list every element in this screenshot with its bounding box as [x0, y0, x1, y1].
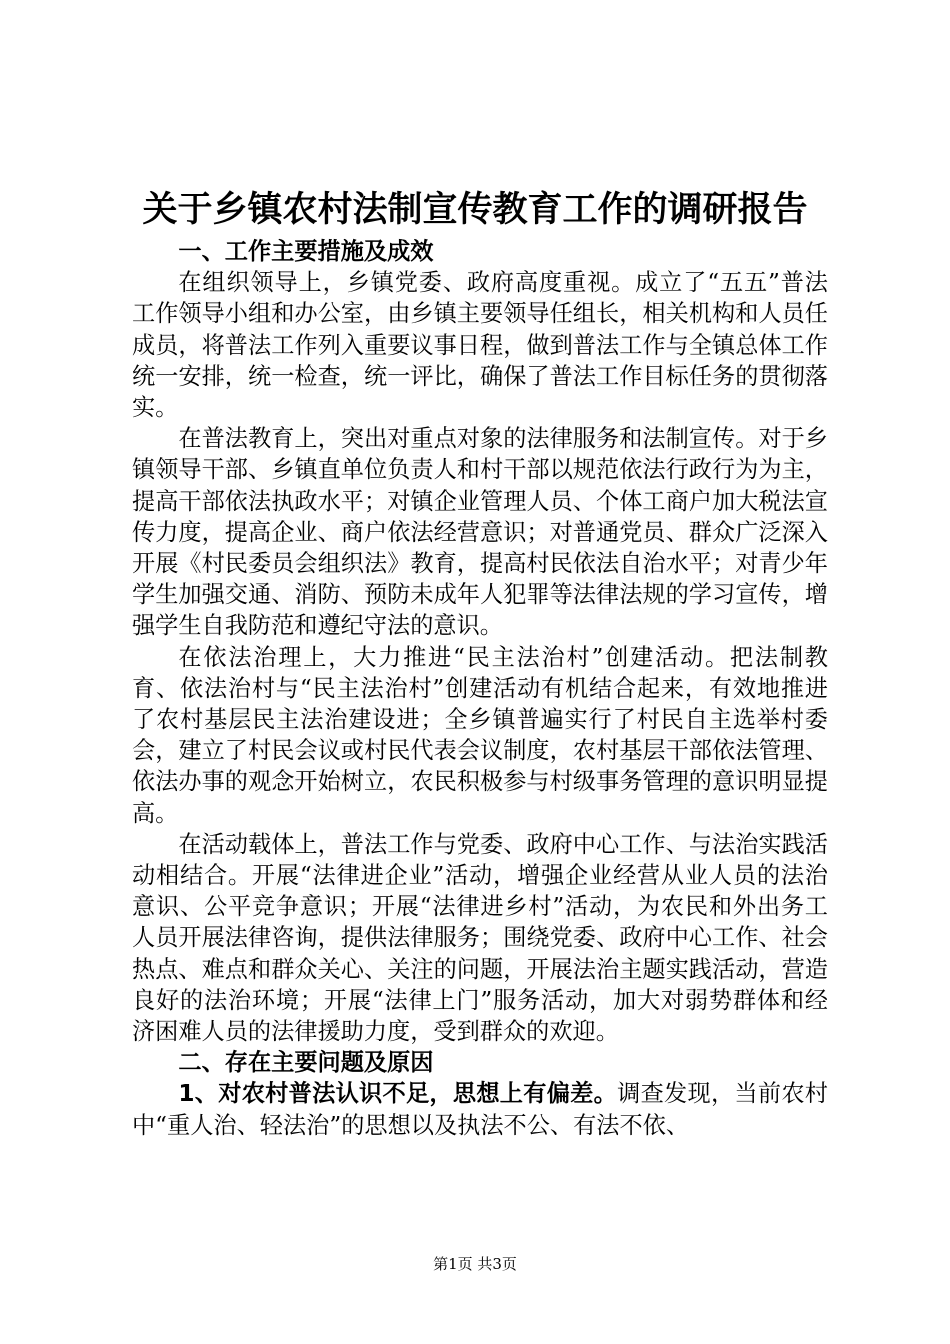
- paragraph-3: 在依法治理上，大力推进“民主法治村”创建活动。把法制教育、依法治村与“民主法治村”创建活动有机结合起来，有效地推进了农村基层民主法治建设进；全乡镇普遍实行了村民自主选举村委会，建立了村民会议或村民代表会议制度，农村基层干部依法管理、依法办事的观念开始树立，农民积极参与村级事务管理的意识明显提高。: [132, 643, 828, 827]
- section-heading-1: 一、工作主要措施及成效: [178, 238, 434, 265]
- document-title: 关于乡镇农村法制宣传教育工作的调研报告: [142, 190, 808, 230]
- section-heading-2: 二、存在主要问题及原因: [178, 1049, 434, 1077]
- paragraph-5-text: 调查发现，当前农村中“重人治、轻法治”的思想以及执法不公、有法不依、: [132, 1080, 828, 1139]
- paragraph-5-lead: 1、对农村普法认识不足，思想上有偏差。: [178, 1080, 618, 1108]
- paragraph-4: 在活动载体上，普法工作与党委、政府中心工作、与法治实践活动相结合。开展“法律进企业”活动，增强企业经营从业人员的法治意识、公平竞争意识；开展“法律进乡村”活动，为农民和外出务工人员开展法律咨询，提供法律服务；围绕党委、政府中心工作、社会热点、难点和群众关心、关注的问题，开展法治主题实践活动，营造良好的法治环境；开展“法律上门”服务活动，加大对弱势群体和经济困难人员的法律援助力度，受到群众的欢迎。: [132, 830, 828, 1046]
- paragraph-1: 在组织领导上，乡镇党委、政府高度重视。成立了“五五”普法工作领导小组和办公室，由乡镇主要领导任组长，相关机构和人员任成员，将普法工作列入重要议事日程，做到普法工作与全镇总体工作统一安排，统一检查，统一评比，确保了普法工作目标任务的贯彻落实。: [132, 269, 828, 422]
- paragraph-5: [132, 1078, 828, 1140]
- paragraph-2: 在普法教育上，突出对重点对象的法律服务和法制宣传。对于乡镇领导干部、乡镇直单位负责人和村干部以规范依法行政行为为主，提高干部依法执政水平；对镇企业管理人员、个体工商户加大税法宣传力度，提高企业、商户依法经营意识；对普通党员、群众广泛深入开展《村民委员会组织法》教育，提高村民依法自治水平；对青少年学生加强交通、消防、预防未成年人犯罪等法律法规的学习宣传，增强学生自我防范和遵纪守法的意识。: [132, 425, 828, 640]
- document-body: [132, 236, 828, 1141]
- page-footer: 第1页 共3页: [433, 1255, 517, 1273]
